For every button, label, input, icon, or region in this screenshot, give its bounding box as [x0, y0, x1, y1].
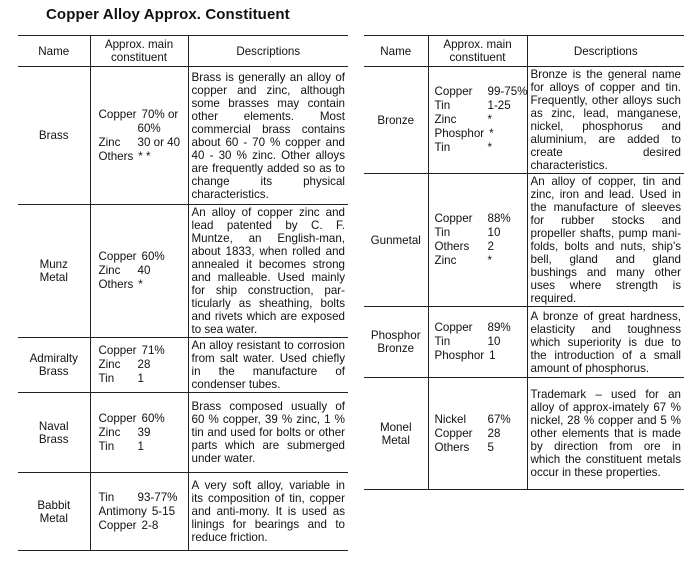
description-cell [188, 205, 348, 338]
alloy-name-line: Admiralty [29, 352, 78, 365]
constituent-value: 30 or 40 [137, 135, 181, 149]
alloy-name-cell [18, 205, 90, 338]
left-alloy-table [18, 35, 348, 551]
constituent-value: 60% [141, 250, 165, 263]
constituent-line [435, 127, 527, 141]
constituent-line [99, 372, 188, 386]
constituent-line [435, 427, 527, 441]
constituent-line [435, 226, 527, 240]
constituent-cell [428, 307, 527, 378]
constituent-value: 70% or [141, 107, 179, 121]
column-header-name: Name [18, 36, 90, 67]
column-header-constituent-line1: Approx. main [104, 38, 174, 51]
constituent-element: Zinc [98, 358, 121, 371]
constituent-line [99, 264, 188, 278]
constituent-value: 60% [141, 411, 165, 425]
constituent-cell [90, 205, 188, 338]
constituent-list [91, 342, 188, 388]
constituent-element: Tin [98, 490, 115, 504]
alloy-name-line: Bronze [377, 113, 415, 127]
constituent-element: Copper [98, 518, 137, 532]
constituent-line [99, 278, 188, 292]
constituent-cell [428, 67, 527, 174]
constituent-value: * [138, 278, 143, 291]
constituent-element: Zinc [434, 113, 457, 126]
alloy-name-line: Brass [38, 365, 69, 378]
constituent-line [99, 136, 188, 150]
constituent-element: Others [434, 240, 470, 253]
constituent-value: * [487, 254, 493, 267]
alloy-name-cell [18, 338, 90, 393]
description-cell [527, 67, 684, 174]
page-title: Copper Alloy Approx. Constituent [46, 6, 290, 23]
constituent-element: Zinc [98, 425, 121, 439]
constituent-element: Tin [98, 439, 115, 453]
constituent-value: 99-75% [487, 85, 528, 98]
description-cell [188, 393, 348, 473]
constituent-list [91, 410, 188, 456]
constituent-line [99, 412, 188, 426]
column-header-constituent-line1: Approx. main [443, 38, 512, 51]
alloy-row [364, 67, 684, 174]
alloy-row [18, 473, 348, 551]
constituent-value: 93-77% [137, 490, 178, 504]
constituent-list [91, 106, 188, 166]
column-header-constituent-line2: constituent [110, 51, 168, 64]
constituent-cell [90, 338, 188, 393]
constituent-value: 89% [487, 321, 511, 334]
alloy-row [18, 205, 348, 338]
constituent-element: Copper [98, 250, 137, 263]
alloy-description: Trademark – used for an alloy of approx-imately 67 % nickel, 28 % copper and 5 % other elements that is made by direction from ore in which the constituent metals occur in these properties. [530, 388, 681, 479]
alloy-row [18, 338, 348, 393]
constituent-value: 1 [137, 372, 144, 385]
alloy-row [364, 174, 684, 307]
constituent-element: Tin [434, 141, 451, 154]
constituent-list [429, 210, 527, 270]
alloy-name-cell [364, 307, 428, 378]
constituent-value: 1 [489, 349, 496, 362]
constituent-cell [428, 174, 527, 307]
constituent-line [435, 141, 527, 155]
constituent-value: 1-25 [487, 99, 511, 112]
alloy-name-cell [18, 393, 90, 473]
constituent-element: Phosphor [434, 349, 485, 362]
constituent-value: * [487, 141, 493, 154]
column-header-name: Name [364, 36, 428, 67]
constituent-line [435, 99, 527, 113]
alloy-name-line: Babbit [37, 498, 71, 512]
constituent-value: 71% [141, 344, 165, 357]
constituent-line [99, 150, 188, 164]
constituent-element: Tin [98, 372, 115, 385]
constituent-line [99, 426, 188, 440]
constituent-line [435, 441, 527, 455]
constituent-element: Zinc [434, 254, 457, 267]
constituent-value: 5-15 [151, 504, 176, 518]
constituent-element: Tin [434, 335, 451, 348]
alloy-name-line: Brass [38, 432, 69, 446]
constituent-value: * [489, 127, 494, 140]
alloy-name-line: Metal [381, 433, 410, 447]
alloy-name-cell [18, 67, 90, 205]
constituent-element: Copper [98, 107, 137, 121]
constituent-line [435, 335, 527, 349]
alloy-description: An alloy of copper, tin and zinc, iron and lead. Used in the manufacture of sleeves for rubber stocks and propeller shafts, pump mani-folds, bolts and nuts, ship's bell, gland and gland bushings and many other uses where strength is required. [530, 175, 681, 305]
alloy-description: Brass is generally an alloy of copper and zinc, although some brasses may contain other elements. Most commercial brass contains about 60 - 70 % copper and 40 - 30 % zinc. Other alloys are frequently added so as to change its physical characteristics. [191, 70, 345, 201]
description-cell [527, 378, 684, 490]
constituent-element: Copper [98, 344, 137, 357]
constituent-element: Zinc [98, 264, 121, 277]
alloy-description: An alloy of copper zinc and lead patented by C. F. Muntze, an English-man, about 1833, when rolled and annealed it becomes strong and malleable. Used mainly for ship construction, par-ticularly as sheathing, bolts and rivets which are exposed to sea water. [191, 206, 345, 336]
alloy-name-cell [18, 473, 90, 551]
constituent-list [429, 319, 527, 365]
constituent-element: Zinc [98, 135, 121, 149]
constituent-element: Antimony [98, 504, 147, 518]
constituent-element: Phosphor [434, 127, 485, 140]
constituent-cell [90, 393, 188, 473]
constituent-value: 2 [487, 240, 494, 253]
alloy-name-line: Metal [39, 271, 68, 284]
alloy-name-line: Metal [39, 511, 68, 525]
constituent-value: 10 [487, 226, 501, 239]
constituent-value: 28 [487, 426, 501, 440]
constituent-line [99, 122, 188, 136]
constituent-value: 39 [137, 425, 151, 439]
constituent-cell [428, 378, 527, 490]
constituent-cell [90, 473, 188, 551]
constituent-line [99, 250, 188, 264]
alloy-name-line: Gunmetal [370, 233, 421, 247]
alloy-row [364, 307, 684, 378]
description-cell [188, 473, 348, 551]
constituent-element: Copper [434, 426, 473, 440]
description-cell [188, 338, 348, 393]
constituent-element: Copper [434, 321, 473, 334]
constituent-element: Copper [434, 212, 473, 225]
description-cell [188, 67, 348, 205]
alloy-description: Brass composed usually of 60 % copper, 39 % zinc, 1 % tin and used for bolts or other parts which are submerged under water. [191, 400, 345, 465]
constituent-list [91, 489, 188, 535]
constituent-line [435, 113, 527, 127]
constituent-element: Tin [434, 226, 451, 239]
constituent-element: Nickel [434, 412, 467, 426]
constituent-line [99, 344, 188, 358]
alloy-description: A very soft alloy, variable in its composition of tin, copper and anti-mony. It is used as linings for bearings and to reduce friction. [191, 479, 345, 544]
alloy-description: An alloy resistant to corrosion from salt water. Used chiefly in the manufacture of condenser tubes. [191, 339, 345, 391]
column-header-constituent [428, 36, 527, 67]
right-table-body [364, 67, 684, 490]
constituent-value: 88% [487, 212, 511, 225]
constituent-line [99, 440, 188, 454]
alloy-row [18, 393, 348, 473]
alloy-name-line: Phosphor [370, 329, 421, 342]
alloy-name-line: Brass [38, 129, 69, 142]
constituent-value: * [487, 113, 493, 126]
constituent-line [435, 212, 527, 226]
constituent-list [429, 411, 527, 457]
constituent-cell [90, 67, 188, 205]
alloy-row [18, 67, 348, 205]
alloy-name-cell [364, 174, 428, 307]
constituent-element: Copper [434, 85, 473, 98]
right-alloy-table [364, 35, 684, 490]
constituent-element: Others [98, 278, 134, 291]
alloy-name-cell [364, 378, 428, 490]
constituent-line [99, 358, 188, 372]
constituent-list [429, 83, 527, 157]
constituent-element: Tin [434, 99, 451, 112]
constituent-line [435, 85, 527, 99]
alloy-row [364, 378, 684, 490]
constituent-value: 1 [137, 439, 144, 453]
constituent-line [99, 491, 188, 505]
constituent-value: 5 [487, 440, 494, 454]
column-header-constituent-line2: constituent [449, 51, 506, 64]
column-header-descriptions: Descriptions [188, 36, 348, 67]
constituent-line [99, 505, 188, 519]
constituent-line [435, 349, 527, 363]
constituent-element: Copper [98, 411, 137, 425]
constituent-value: * * [138, 149, 151, 163]
alloy-name-line: Munz [39, 258, 68, 271]
column-header-constituent [90, 36, 188, 67]
constituent-line [435, 321, 527, 335]
constituent-list [91, 248, 188, 294]
alloy-name-line: Bronze [377, 342, 415, 355]
alloy-name-line: Naval [38, 419, 69, 433]
description-cell [527, 307, 684, 378]
constituent-element: Others [434, 440, 470, 454]
description-cell [527, 174, 684, 307]
constituent-line [99, 519, 188, 533]
constituent-element: Others [98, 149, 134, 163]
constituent-value: 40 [137, 264, 151, 277]
constituent-line [435, 413, 527, 427]
constituent-value: 60% [137, 121, 161, 135]
alloy-description: Bronze is the general name for alloys of copper and tin. Frequently, other alloys such as zinc, lead, manganese, nickel, phosphorus and aluminium, are added to create desired characteristics. [530, 68, 681, 172]
constituent-value: 28 [137, 358, 151, 371]
constituent-line [99, 108, 188, 122]
alloy-name-cell [364, 67, 428, 174]
constituent-line [435, 240, 527, 254]
alloy-name-line: Monel [379, 420, 412, 434]
constituent-value: 2-8 [141, 518, 159, 532]
constituent-value: 10 [487, 335, 501, 348]
constituent-value: 67% [487, 412, 511, 426]
left-table-body [18, 67, 348, 551]
column-header-descriptions: Descriptions [527, 36, 684, 67]
alloy-description: A bronze of great hardness, elasticity and toughness which superiority is due to the introduction of a small amount of phosphorus. [530, 309, 681, 375]
constituent-line [435, 254, 527, 268]
